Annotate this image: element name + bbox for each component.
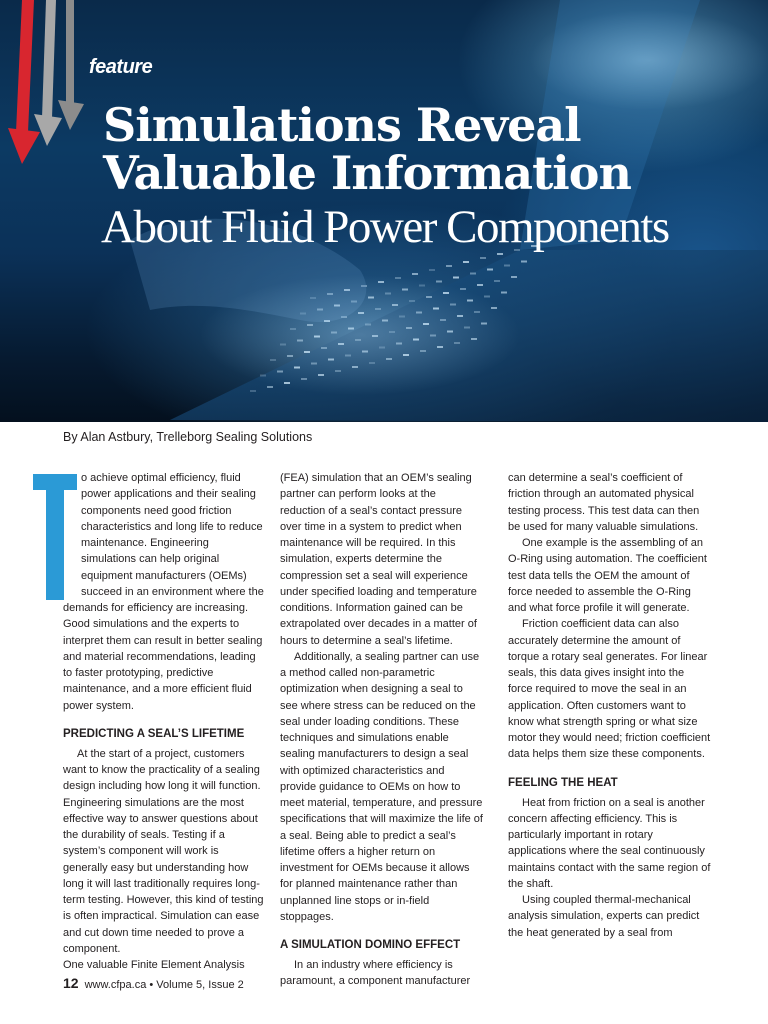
grey-arrow-icon	[34, 0, 62, 146]
article-column-3	[508, 470, 711, 941]
body-paragraph: One valuable Finite Element Analysis	[63, 959, 245, 971]
hero-image	[0, 0, 768, 422]
article-column-2	[280, 470, 483, 990]
section-label: feature	[89, 56, 153, 78]
headline-line-1: Simulations Reveal	[103, 98, 581, 152]
red-arrow-icon	[8, 0, 40, 164]
intro-block	[63, 470, 266, 714]
headline-line-2: Valuable Information	[103, 146, 631, 200]
byline: By Alan Astbury, Trelleborg Sealing Solutions	[63, 430, 313, 444]
body-paragraph: (FEA) simulation that an OEM’s sealing partner can perform looks at the reduction of a seal’s contact pressure over time in a system to predict when maintenance will be required. In this simulation, experts determine the compression set a seal will experience under specified loading and temperature conditions. Information gained can be extrapolated over decades in a matter of hours to determine a seal’s lifetime.	[280, 472, 477, 647]
publication-info: www.cfpa.ca • Volume 5, Issue 2	[84, 979, 244, 991]
body-paragraph: Friction coefficient data can also accurately determine the amount of torque a rotary seal generates. For linear seals, this data gives insight into the force required to move the seal in an application. Often customers want to know what strength spring or what size motor they would need; friction coefficient data helps them size these components.	[508, 618, 711, 761]
intro-paragraph: o achieve optimal efficiency, fluid power applications and their sealing components need good friction characteristics and long life to reduce maintenance. Engineering simulations can help original equipment manufacturers (OEMs) succeed in an environment where the demands for efficiency are increasing. Good simulations and the experts to interpret them can result in better sealing and material recommendations, leading to faster prototyping, predictive maintenance, and a more efficient fluid power system.	[63, 472, 264, 712]
section-heading: PREDICTING A SEAL’S LIFETIME	[63, 727, 245, 740]
body-paragraph: can determine a seal’s coefficient of friction through an automated physical testing process. This test data can then be used for many valuable simulations.	[508, 472, 700, 533]
body-paragraph: In an industry where efficiency is paramount, a component manufacturer	[280, 959, 471, 988]
body-paragraph: Heat from friction on a seal is another concern affecting efficiency. This is particularly important in rotary applications where the seal continuously maintains contact with the same region of the shaft.	[508, 796, 711, 890]
body-paragraph: Using coupled thermal-mechanical analysis simulation, experts can predict the heat generated by a seal from	[508, 894, 700, 939]
section-heading: A SIMULATION DOMINO EFFECT	[280, 939, 461, 951]
drop-cap	[33, 474, 77, 600]
page-footer	[63, 975, 244, 991]
section-heading: FEELING THE HEAT	[508, 776, 618, 789]
arrows-graphic	[0, 0, 100, 170]
page-number: 12	[63, 975, 79, 991]
article-column-1	[63, 470, 266, 973]
body-paragraph: Additionally, a sealing partner can use a method called non-parametric optimization when designing a seal to see where stress can be reduced on the seal under loading conditions. These techniques and simulations enable sealing manufacturers to design a seal with optimized characteristics and provide guidance to OEMs on how to meet material, temperature, and pressure specifications that will maximize the life of a seal. Being able to predict a seal’s lifetime offers a higher return on investment for OEMs because it allows for planned maintenance rather than unplanned line stops or in-field stoppages.	[280, 650, 483, 923]
headline-line-3: About Fluid Power Components	[101, 201, 669, 253]
grey-arrow-icon	[58, 0, 84, 130]
body-paragraph: One example is the assembling of an O-Ring using automation. The coefficient test data tells the OEM the amount of force needed to assemble the O-Ring and what force profile it will generate.	[508, 537, 707, 614]
body-paragraph: At the start of a project, customers want to know the practicality of a sealing design including how long it will function. Engineering simulations are the most effective way to answer questions about the durability of seals. Testing if a system’s component will work is generally easy but understanding how long it will last traditionally requires long-term testing. However, this kind of testing is often impractical. Simulation can ease and cut down time needed to prove a component.	[63, 747, 264, 955]
